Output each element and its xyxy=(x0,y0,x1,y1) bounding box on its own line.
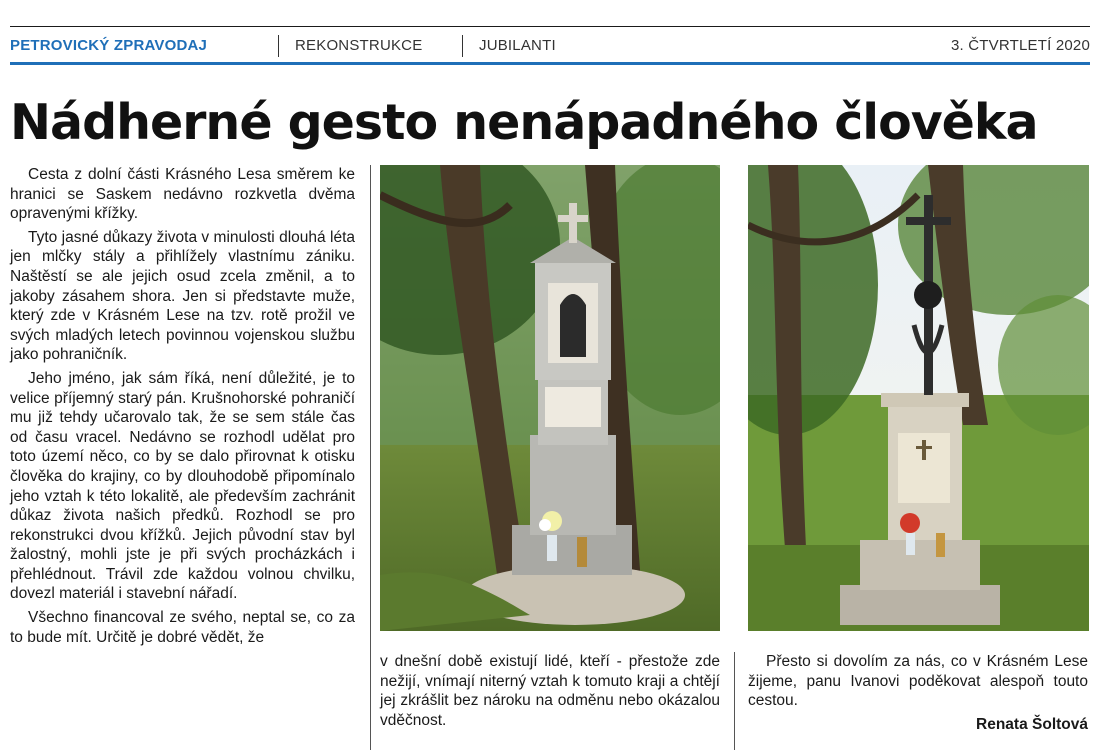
article-headline: Nádherné gesto nenápadného člověka xyxy=(10,94,1038,151)
section-label-reconstruction: REKONSTRUKCE xyxy=(295,37,423,54)
paragraph: Jeho jméno, jak sám říká, není důležité, je to velice příjemný starý pán. Krušnohorské pohraničí mu již tehdy učarovalo tak, že se sem stále čas od času vracel. Nedávno se rozhodl udělat pro toto území něco, co by se dalo přirovnat k otisku člověka do krajiny, co by dlouhodobě připomínalo jeho vztah k této lokalitě, ale především zachránit důkaz života našich předků. Rozhodl se pro rekonstrukci dvou křížků. Jejich původní stav byl žalostný, mohli jste je při svých procházkách i přehlédnout. Trávil zde každou volnou chvilku, dovezl materiál i stavební nářadí. xyxy=(10,369,355,603)
paragraph: Všechno financoval ze svého, neptal se, co za to bude mít. Určitě je dobré vědět, že xyxy=(10,609,355,646)
header-divider xyxy=(278,35,279,57)
article-column-3 xyxy=(748,652,1088,738)
paragraph: v dnešní době existují lidé, kteří - přestože zde nežijí, vnímají niterný vztah k tomuto kraji a chtějí jej zkrášlit bez nároku na odměnu nebo okázalou vděčnost. xyxy=(380,653,720,729)
article-column-2 xyxy=(380,652,720,734)
photo-crucifix-monument xyxy=(748,165,1089,631)
top-rule xyxy=(10,26,1090,27)
paragraph: Cesta z dolní části Krásného Lesa směrem ke hranici se Saskem nedávno rozkvetla dvěma opravenými křížky. xyxy=(10,166,355,223)
header-rule xyxy=(10,62,1090,65)
column-divider xyxy=(370,165,371,750)
publication-name: PETROVICKÝ ZPRAVODAJ xyxy=(10,37,208,54)
column-divider xyxy=(734,652,735,750)
section-label-jubilants: JUBILANTI xyxy=(479,37,556,54)
paragraph: Přesto si dovolím za nás, co v Krásném Lese žijeme, panu Ivanovi poděkovat alespoň touto cestou. xyxy=(748,653,1088,710)
running-header xyxy=(10,37,1090,57)
paragraph: Tyto jasné důkazy života v minulosti dlouhá léta jen mlčky stály a přihlížely vlastnímu zániku. Naštěstí se ale jejich osud zcela změnil, a to jakoby zásahem shora. Jen si představte muže, který zde v Krásném Lese na tzv. rotě prožil ve svých mladých letech povinnou vojenskou službu jako pohraničník. xyxy=(10,228,355,364)
photo-stone-cross-madonna xyxy=(380,165,720,631)
header-divider xyxy=(462,35,463,57)
author-byline: Renata Šoltová xyxy=(976,715,1088,733)
article-column-1 xyxy=(10,165,355,651)
issue-label: 3. ČTVRTLETÍ 2020 xyxy=(950,37,1090,54)
